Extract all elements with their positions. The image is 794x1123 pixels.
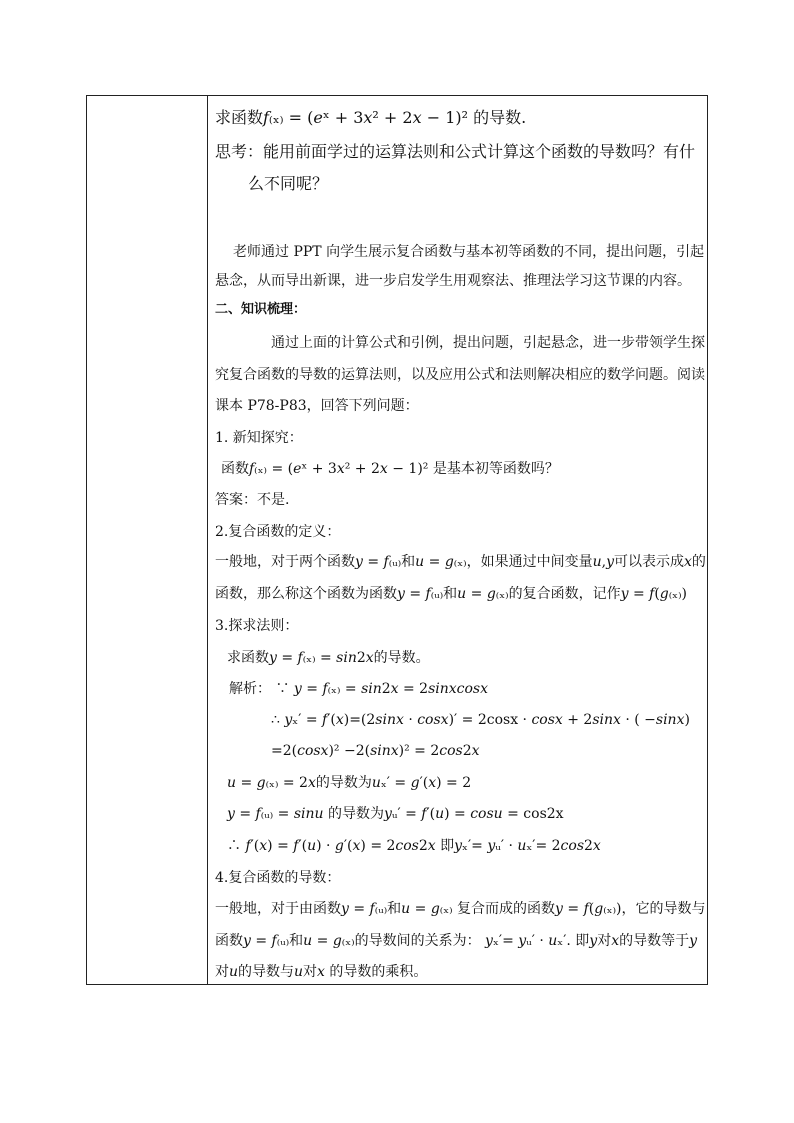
item-1-heading: 1. 新知探究： <box>215 430 303 446</box>
item-3-heading: 3.探求法则： <box>215 618 299 634</box>
item-1-question: 函数𝑓₍ₓ₎ = (𝑒ˣ + 3𝑥² + 2𝑥 − 1)² 是基本初等函数吗？ <box>221 461 559 477</box>
item-3-step-2: =2(𝑐𝑜𝑠𝑥)² −2(𝑠𝑖𝑛𝑥)² = 2𝑐𝑜𝑠2𝑥 <box>271 743 480 759</box>
section-knowledge: 二、知识梳理： <box>215 302 307 317</box>
teacher-paragraph-2: 悬念，从而导出新课，进一步启发学生用观察法、推理法学习这节课的内容。 <box>215 273 691 289</box>
intro-paragraph-2: 究复合函数的导数的运算法则，以及应用公式和法则解决相应的数学问题。阅读 <box>215 367 705 383</box>
item-3-step-5: ∴ 𝑓′(𝑥) = 𝑓′(𝑢) · 𝑔′(𝑥) = 2𝑐𝑜𝑠2𝑥 即𝑦ₓ′= 𝑦ᵤ′ · 𝑢ₓ′= 2𝑐𝑜𝑠2𝑥 <box>227 838 601 854</box>
intro-paragraph-3: 课本 P78-P83，回答下列问题： <box>215 398 419 414</box>
think-line-1: 思考：能用前面学过的运算法则和公式计算这个函数的导数吗？有什 <box>215 142 696 161</box>
item-3-step-3: 𝑢 = 𝑔₍ₓ₎ = 2𝑥的导数为𝑢ₓ′ = 𝑔′(𝑥) = 2 <box>227 775 472 791</box>
question-line: 求函数𝑓₍ₓ₎ = (𝑒ˣ + 3𝑥² + 2𝑥 − 1)² 的导数. <box>215 108 527 127</box>
intro-paragraph-1: 通过上面的计算公式和引例，提出问题，引起悬念，进一步带领学生探 <box>271 335 705 351</box>
item-4-text-3: 对𝑢的导数与𝑢对𝑥 的导数的乘积。 <box>215 964 428 980</box>
item-3-solution: 解析： ∵ 𝑦 = 𝑓₍ₓ₎ = 𝑠𝑖𝑛2𝑥 = 2𝑠𝑖𝑛𝑥𝑐𝑜𝑠𝑥 <box>229 681 489 697</box>
teacher-paragraph-1: 老师通过 PPT 向学生展示复合函数与基本初等函数的不同，提出问题，引起 <box>233 244 705 260</box>
item-2-definition-2: 函数，那么称这个函数为函数𝑦 = 𝑓₍ᵤ₎和𝑢 = 𝑔₍ₓ₎的复合函数，记作𝑦 = 𝑓(𝑔₍ₓ₎) <box>215 586 688 602</box>
item-3-question: 求函数𝑦 = 𝑓₍ₓ₎ = 𝑠𝑖𝑛2𝑥的导数。 <box>227 650 430 666</box>
item-4-text-1: 一般地，对于由函数𝑦 = 𝑓₍ᵤ₎和𝑢 = 𝑔₍ₓ₎ 复合而成的函数𝑦 = 𝑓(𝑔₍ₓ₎)，它的导数与 <box>215 901 706 917</box>
lesson-table <box>86 95 708 985</box>
item-2-definition-1: 一般地，对于两个函数𝑦 = 𝑓₍ᵤ₎和𝑢 = 𝑔₍ₓ₎，如果通过中间变量𝑢,𝑦可以表示成𝑥的 <box>215 554 706 570</box>
item-3-step-1: ∴ 𝑦ₓ′ = 𝑓′(𝑥)=(2𝑠𝑖𝑛𝑥 · 𝑐𝑜𝑠𝑥)′ = 2cosx · 𝑐𝑜𝑠𝑥 + 2𝑠𝑖𝑛𝑥 · ( −𝑠𝑖𝑛𝑥) <box>271 712 690 728</box>
column-divider <box>207 96 208 984</box>
think-line-2: 么不同呢？ <box>248 174 329 193</box>
item-2-heading: 2.复合函数的定义： <box>215 524 341 540</box>
item-3-step-4: 𝑦 = 𝑓₍ᵤ₎ = 𝑠𝑖𝑛𝑢 的导数为𝑦ᵤ′ = 𝑓′(𝑢) = 𝑐𝑜𝑠𝑢 = cos2x <box>227 806 564 822</box>
item-4-text-2: 函数𝑦 = 𝑓₍ᵤ₎和𝑢 = 𝑔₍ₓ₎的导数间的关系为： 𝑦ₓ′= 𝑦ᵤ′ · 𝑢ₓ′. 即𝑦对𝑥的导数等于𝑦 <box>215 933 698 949</box>
item-1-answer: 答案：不是. <box>215 492 290 508</box>
item-4-heading: 4.复合函数的导数： <box>215 870 341 886</box>
